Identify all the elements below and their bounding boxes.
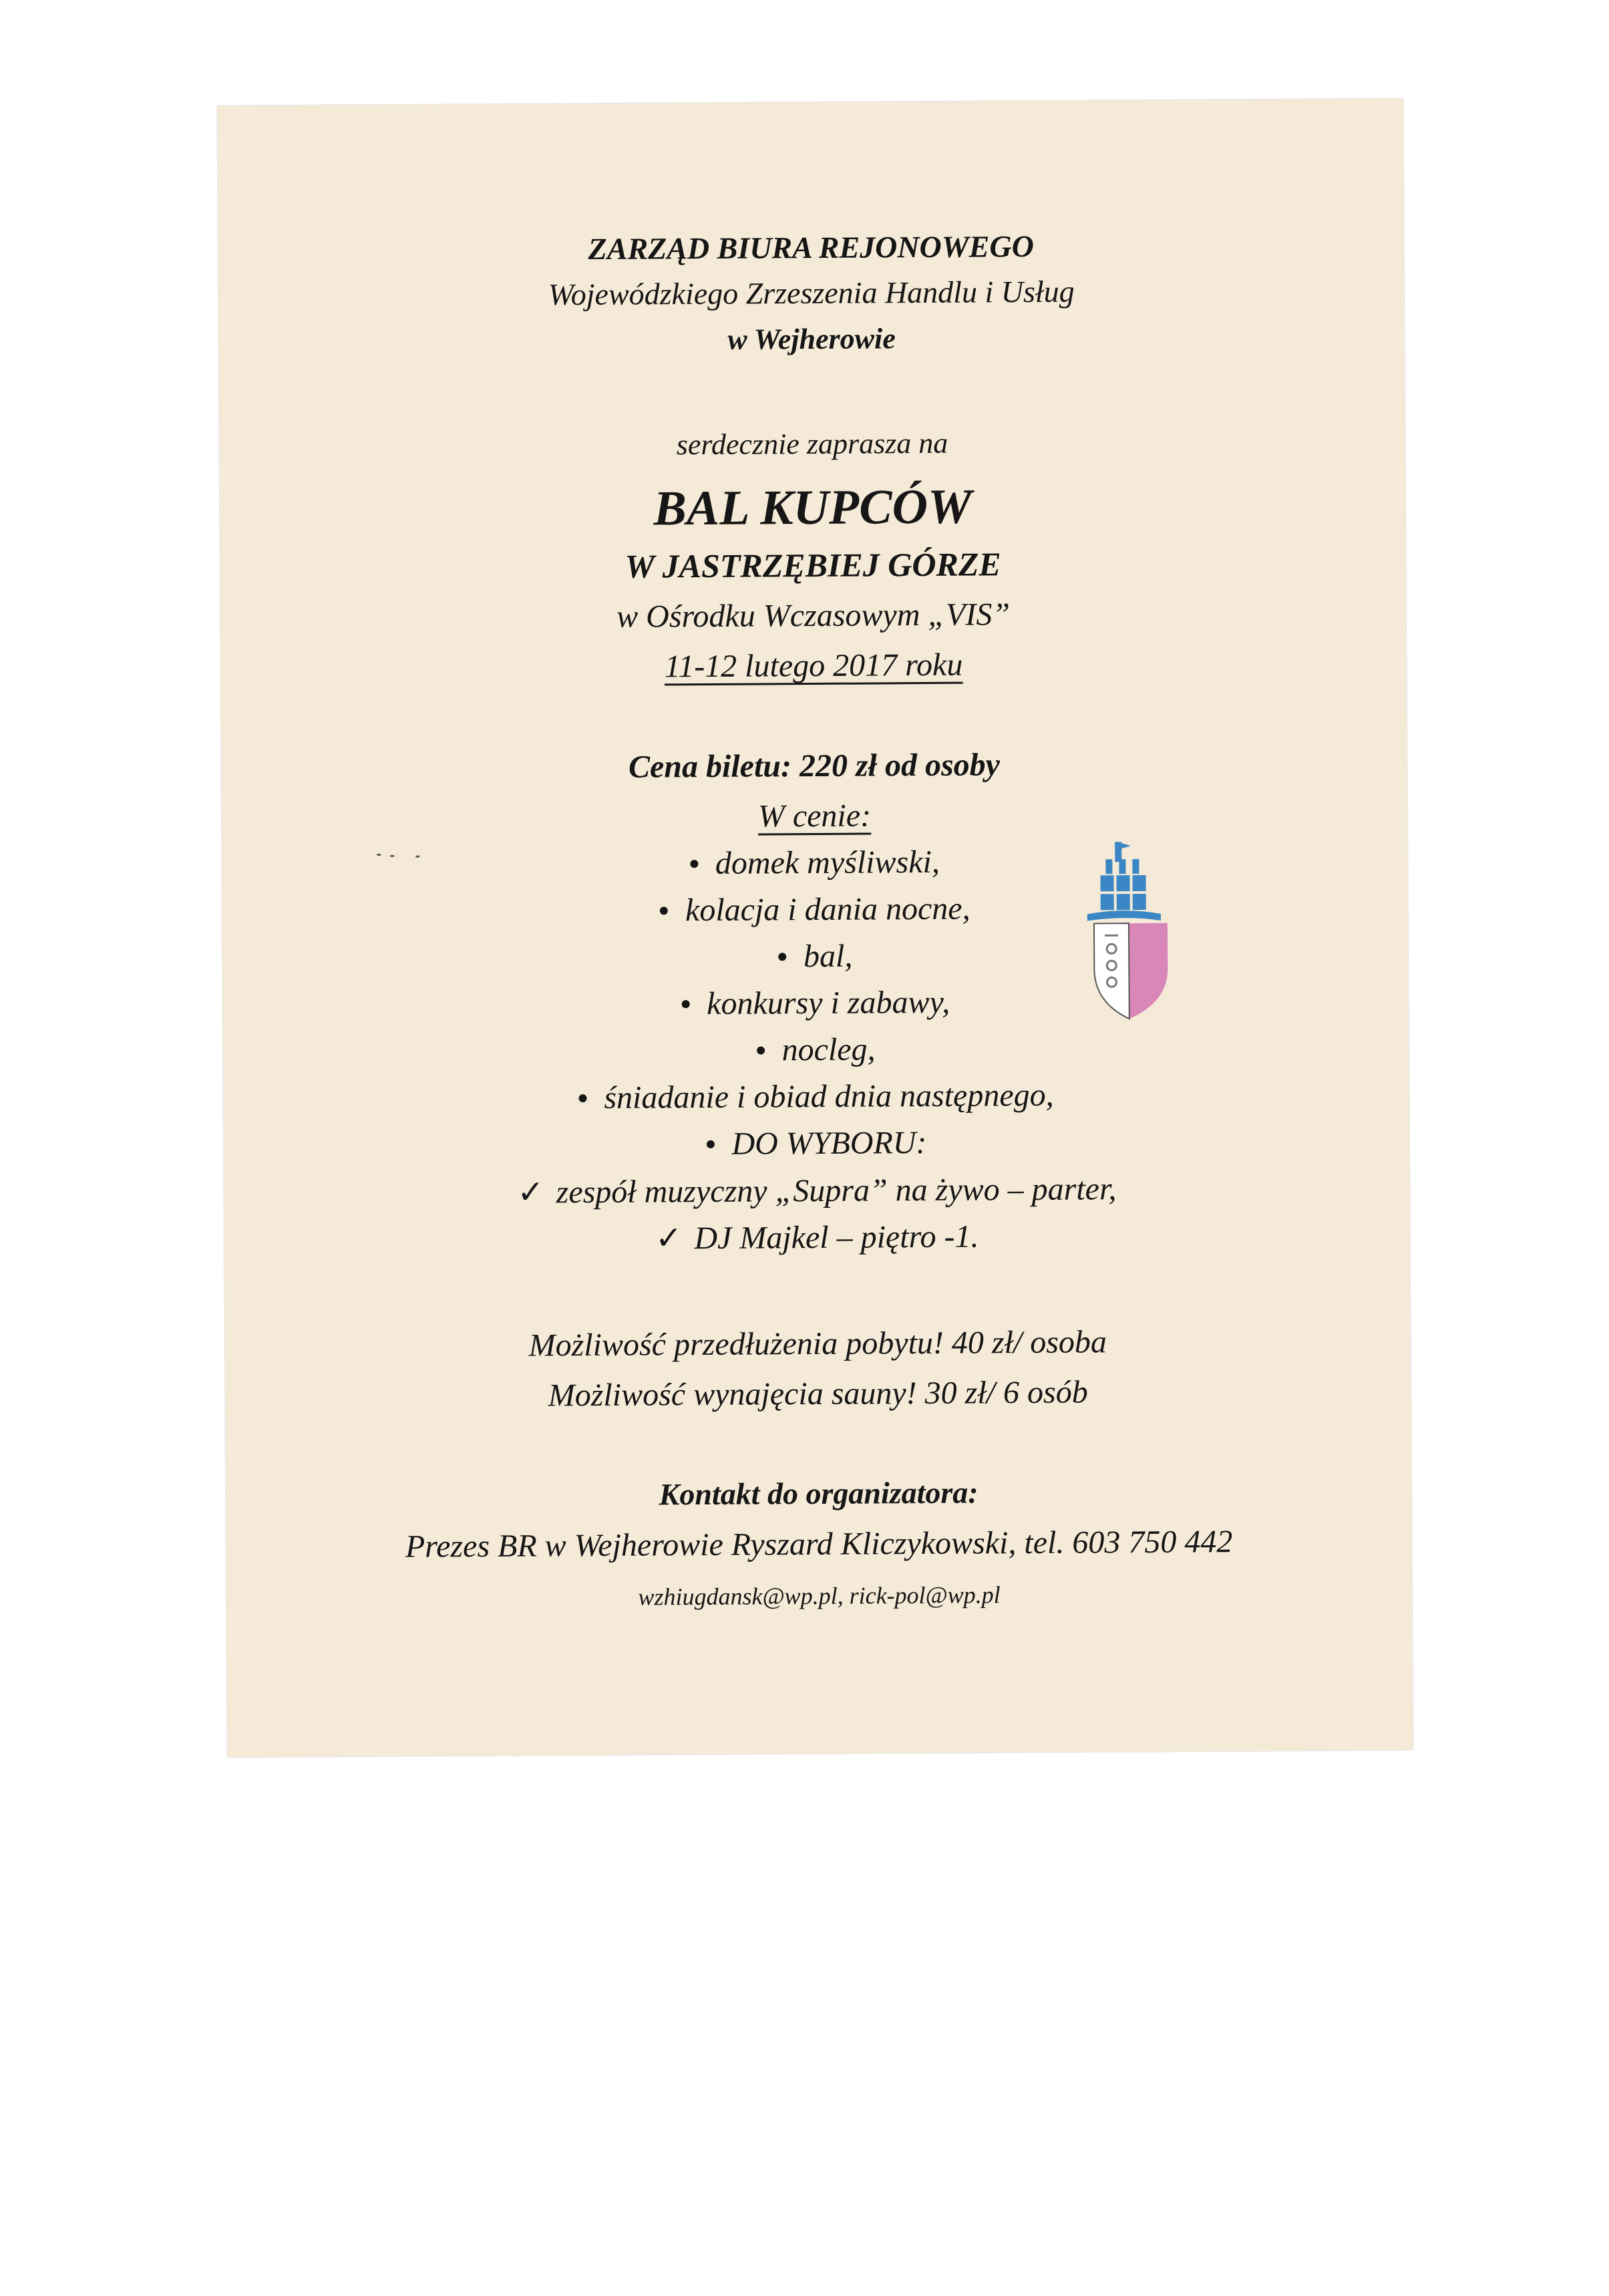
invitation-sheet: [217, 99, 1413, 1758]
contact-person: Prezes BR w Wejherowie Ryszard Kliczykowski, tel. 603 750 442: [405, 1524, 1233, 1565]
choice-item-text: zespół muzyczny „Supra” na żywo – parter,: [556, 1171, 1117, 1210]
checkmark-icon: ✓: [517, 1173, 544, 1211]
list-item-text: DO WYBORU:: [731, 1124, 927, 1162]
bullet-icon: [778, 953, 786, 961]
event-location: W JASTRZĘBIEJ GÓRZE: [624, 545, 1001, 585]
event-date-wrap: [220, 647, 1406, 686]
list-item: [222, 890, 1408, 930]
list-item-text: nocleg,: [781, 1031, 876, 1068]
organization-subtitle: Wojewódzkiego Zrzeszenia Handlu i Usług: [548, 274, 1075, 312]
list-item: [223, 1078, 1409, 1117]
ticket-price: Cena biletu: 220 zł od osoby: [628, 747, 1001, 785]
paper-speck: [377, 854, 381, 856]
contact-heading: Kontakt do organizatora:: [659, 1475, 978, 1512]
paper-speck: [390, 855, 394, 857]
bullet-icon: [681, 1000, 689, 1008]
sauna-offer: Możliwość wynajęcia sauny! 30 zł/ 6 osób: [548, 1374, 1088, 1414]
event-venue: w Ośrodku Wczasowym „VIS”: [616, 597, 1011, 635]
checkmark-icon: ✓: [655, 1219, 683, 1257]
list-item-text: konkursy i zabawy,: [707, 984, 950, 1021]
list-item: [223, 984, 1409, 1023]
paper-speck: [415, 856, 419, 858]
organization-city: w Wejherowie: [727, 322, 896, 356]
city-coat-of-arms-icon: [1067, 835, 1182, 1036]
includes-heading-wrap: [222, 797, 1407, 836]
list-item-text: śniadanie i obiad dnia następnego,: [604, 1077, 1054, 1116]
list-item-text: kolacja i dania nocne,: [685, 890, 970, 929]
event-date: 11-12 lutego 2017 roku: [664, 647, 963, 685]
list-item-text: bal,: [803, 938, 853, 975]
contact-emails: wzhiugdansk@wp.pl, rick-pol@wp.pl: [638, 1581, 1001, 1611]
extra-stay-offer: Możliwość przedłużenia pobytu! 40 zł/ osoba: [528, 1324, 1107, 1363]
bullet-icon: [706, 1140, 714, 1148]
choice-item: [224, 1171, 1409, 1211]
list-item-text: domek myśliwski,: [715, 844, 940, 881]
list-item: [224, 1124, 1409, 1164]
event-title: BAL KUPCÓW: [653, 479, 972, 536]
bullet-icon: [660, 907, 668, 915]
choice-item-text: DJ Majkel – piętro -1.: [694, 1218, 979, 1257]
bullet-icon: [690, 860, 698, 868]
bullet-icon: [578, 1094, 586, 1102]
list-item: [222, 937, 1408, 977]
bullet-icon: [757, 1046, 765, 1054]
invitation-intro: serdecznie zaprasza na: [676, 426, 948, 462]
list-item: [223, 1031, 1409, 1070]
list-item: [222, 844, 1407, 883]
organization-name: ZARZĄD BIURA REJONOWEGO: [588, 228, 1034, 267]
choice-item: [224, 1218, 1410, 1258]
includes-heading: W cenie:: [757, 798, 872, 834]
